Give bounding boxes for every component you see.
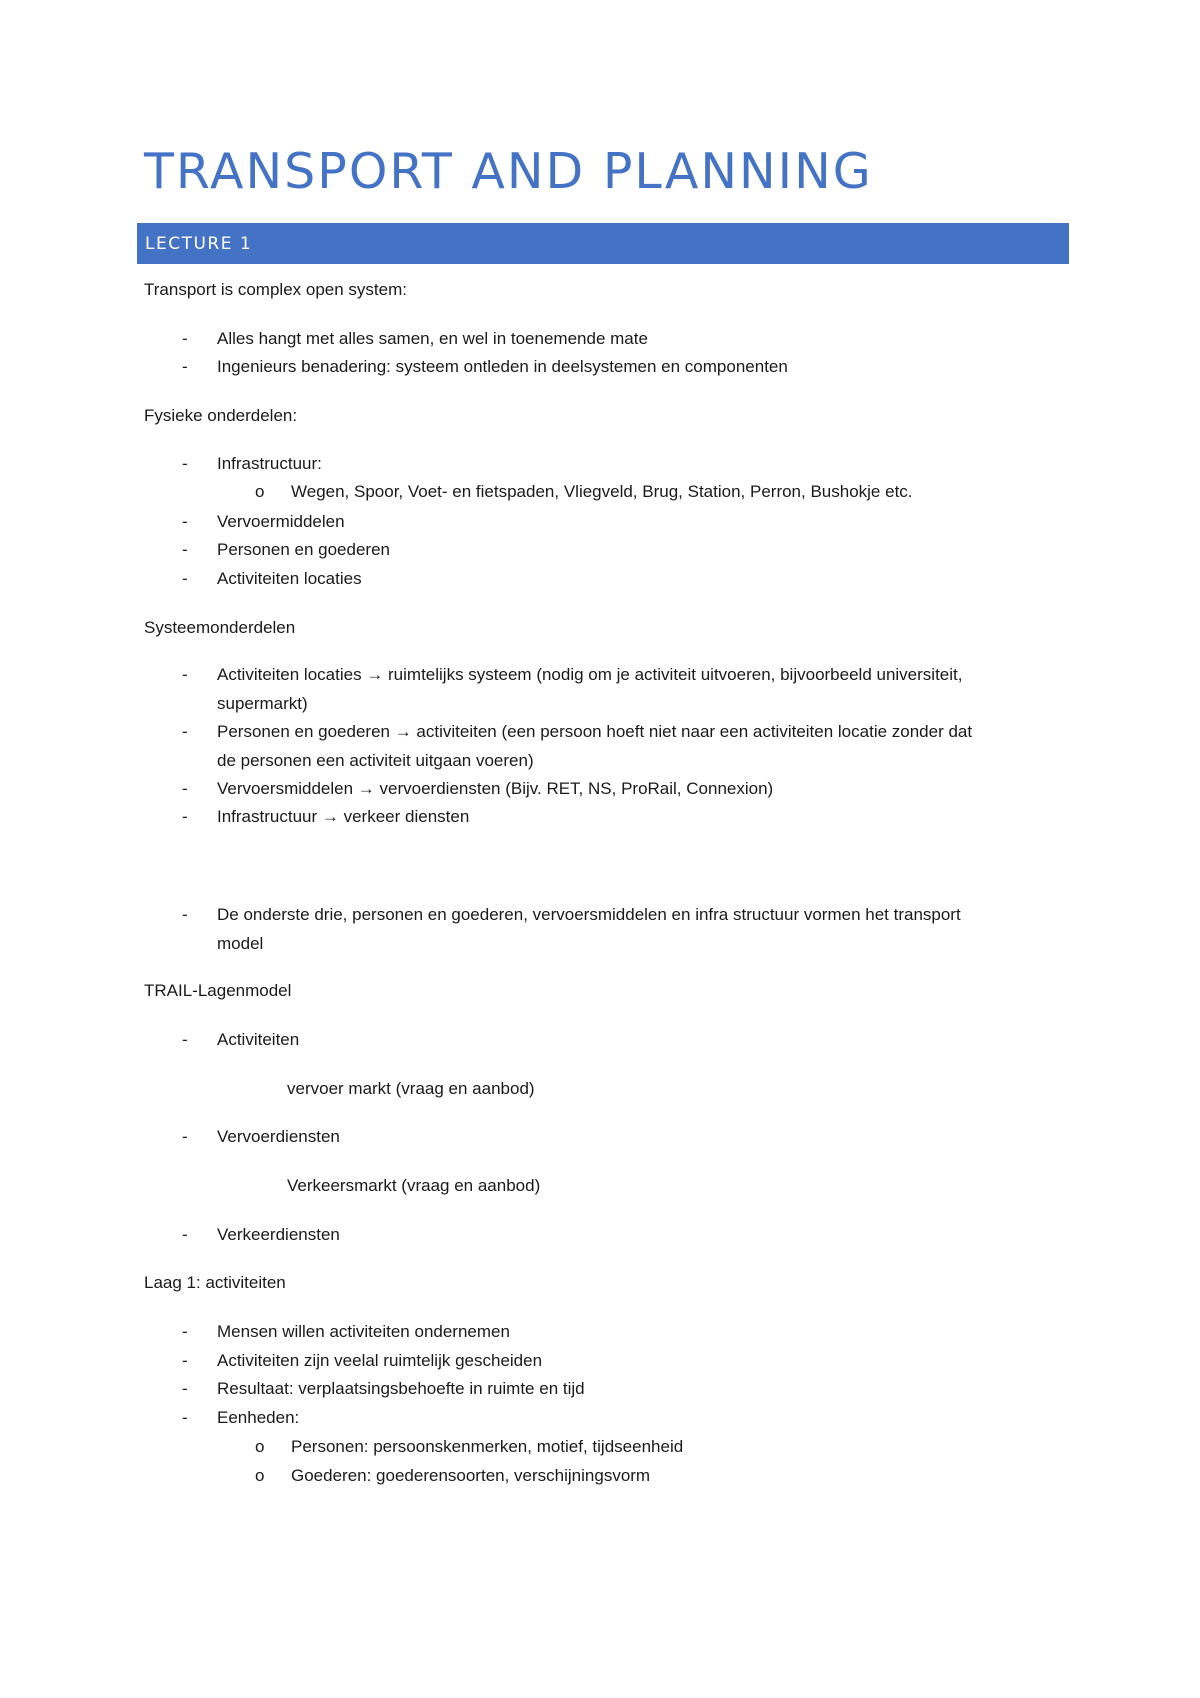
bullet-dash: - xyxy=(182,807,188,826)
list-item-continuation: de personen een activiteit uitgaan voeren) xyxy=(217,751,534,770)
bullet-dash: - xyxy=(182,329,188,348)
list-item: Vervoermiddelen xyxy=(217,512,345,531)
bullet-dash: - xyxy=(182,512,188,531)
paragraph-heading: TRAIL-Lagenmodel xyxy=(144,981,292,1000)
list-subitem: Wegen, Spoor, Voet- en fietspaden, Vliegveld, Brug, Station, Perron, Bushokje etc. xyxy=(291,482,913,501)
bullet-circle: o xyxy=(255,1437,265,1456)
paragraph-heading: Transport is complex open system: xyxy=(144,280,407,299)
bullet-dash: - xyxy=(182,1127,188,1146)
bullet-dash: - xyxy=(182,779,188,798)
list-item: Activiteiten locaties xyxy=(217,569,362,588)
list-item: Eenheden: xyxy=(217,1408,300,1427)
list-item: Infrastructuur: xyxy=(217,454,322,473)
section-heading-bar xyxy=(137,223,1069,264)
list-item: Mensen willen activiteiten ondernemen xyxy=(217,1322,510,1341)
list-item: Activiteiten locaties → ruimtelijks systeem (nodig om je activiteit uitvoeren, bijvoorbeeld universiteit, xyxy=(217,665,963,684)
list-item: Alles hangt met alles samen, en wel in toenemende mate xyxy=(217,329,648,348)
list-item: De onderste drie, personen en goederen, vervoersmiddelen en infra structuur vormen het transport xyxy=(217,905,961,924)
list-item: Vervoerdiensten xyxy=(217,1127,340,1146)
bullet-dash: - xyxy=(182,1408,188,1427)
list-subitem: Personen: persoonskenmerken, motief, tijdseenheid xyxy=(291,1437,684,1456)
bullet-dash: - xyxy=(182,1379,188,1398)
bullet-dash: - xyxy=(182,905,188,924)
bullet-dash: - xyxy=(182,357,188,376)
list-item: Personen en goederen → activiteiten (een persoon hoeft niet naar een activiteiten locatie zonder dat xyxy=(217,722,973,741)
list-item: Activiteiten xyxy=(217,1030,300,1049)
list-item-continuation: supermarkt) xyxy=(217,694,308,713)
indented-text: Verkeersmarkt (vraag en aanbod) xyxy=(287,1176,541,1195)
list-item: Ingenieurs benadering: systeem ontleden in deelsystemen en componenten xyxy=(217,357,788,376)
paragraph-heading: Laag 1: activiteiten xyxy=(144,1273,286,1292)
paragraph-heading: Fysieke onderdelen: xyxy=(144,406,298,425)
list-item: Vervoersmiddelen → vervoerdiensten (Bijv. RET, NS, ProRail, Connexion) xyxy=(217,779,774,798)
bullet-dash: - xyxy=(182,454,188,473)
indented-text: vervoer markt (vraag en aanbod) xyxy=(287,1079,535,1098)
list-item: Personen en goederen xyxy=(217,540,390,559)
paragraph-heading: Systeemonderdelen xyxy=(144,618,296,637)
section-heading-label: LECTURE 1 xyxy=(145,234,253,254)
list-item-continuation: model xyxy=(217,934,264,953)
bullet-dash: - xyxy=(182,1351,188,1370)
document-title: TRANSPORT AND PLANNING xyxy=(144,143,873,200)
bullet-dash: - xyxy=(182,1322,188,1341)
bullet-dash: - xyxy=(182,540,188,559)
list-item: Infrastructuur → verkeer diensten xyxy=(217,807,470,826)
bullet-dash: - xyxy=(182,1225,188,1244)
bullet-dash: - xyxy=(182,665,188,684)
bullet-circle: o xyxy=(255,482,265,501)
bullet-dash: - xyxy=(182,722,188,741)
list-item: Activiteiten zijn veelal ruimtelijk gescheiden xyxy=(217,1351,543,1370)
list-item: Resultaat: verplaatsingsbehoefte in ruimte en tijd xyxy=(217,1379,585,1398)
list-subitem: Goederen: goederensoorten, verschijningsvorm xyxy=(291,1466,651,1485)
bullet-dash: - xyxy=(182,569,188,588)
bullet-circle: o xyxy=(255,1466,265,1485)
bullet-dash: - xyxy=(182,1030,188,1049)
list-item: Verkeerdiensten xyxy=(217,1225,340,1244)
